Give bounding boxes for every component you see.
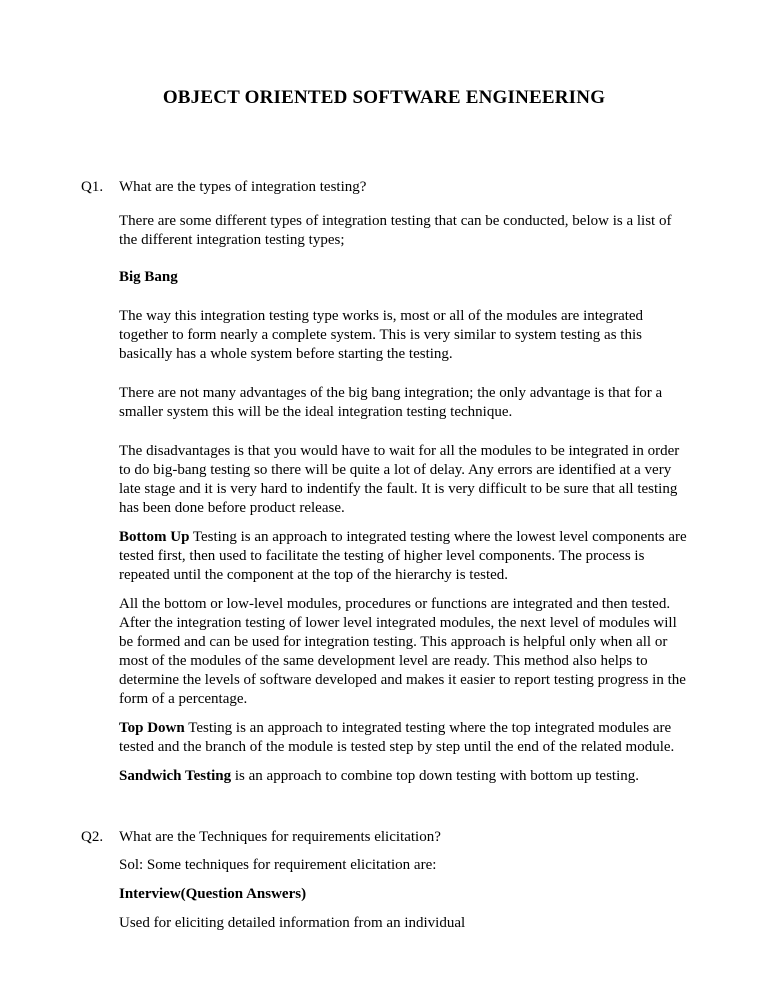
top-down-text: Testing is an approach to integrated testing where the top integrated modules are tested and the branch of the module is tested step by step until the end of the related module.	[119, 720, 675, 755]
question-1	[81, 178, 366, 197]
sandwich-paragraph	[119, 767, 689, 786]
answer-2-sol: Sol: Some techniques for requirement elicitation are:	[119, 857, 437, 873]
top-down-term: Top Down	[119, 720, 185, 736]
question-1-number: Q1.	[81, 179, 104, 195]
big-bang-paragraph-2: There are not many advantages of the big bang integration; the only advantage is that for a smaller system this will be the ideal integration testing technique.	[119, 385, 663, 420]
big-bang-paragraph-3: The disadvantages is that you would have to wait for all the modules to be integrated in order to do big-bang testing so there will be quite a lot of delay. Any errors are identified at a very late stage and it is very hard to indentify the fault. It is very difficult to be sure that all testing has been done before product release.	[119, 443, 680, 516]
big-bang-paragraph-1: The way this integration testing type works is, most or all of the modules are integrated together to form nearly a complete system. This is very similar to system testing as this basically has a whole system before starting the testing.	[119, 308, 644, 362]
question-2-text: What are the Techniques for requirements elicitation?	[119, 829, 441, 845]
interview-text: Used for eliciting detailed information from an individual	[119, 915, 466, 931]
sandwich-term: Sandwich Testing	[119, 768, 232, 784]
page-title: OBJECT ORIENTED SOFTWARE ENGINEERING	[162, 87, 606, 108]
big-bang-heading: Big Bang	[119, 269, 178, 285]
interview-heading: Interview(Question Answers)	[119, 886, 307, 902]
sandwich-text: is an approach to combine top down testing with bottom up testing.	[231, 768, 640, 784]
bottom-up-text: Testing is an approach to integrated testing where the lowest level components are tested first, then used to facilitate the testing of higher level components. The process is repeated until the component at the top of the hierarchy is tested.	[119, 529, 687, 583]
question-2	[81, 828, 441, 847]
top-down-paragraph	[119, 719, 689, 757]
bottom-up-term: Bottom Up	[119, 529, 190, 545]
answer-2	[119, 856, 689, 933]
answer-1-intro: There are some different types of integration testing that can be conducted, below is a list of the different integration testing types;	[119, 213, 672, 248]
answer-1	[119, 212, 689, 786]
question-2-number: Q2.	[81, 829, 104, 845]
bottom-up-paragraph	[119, 528, 689, 585]
bottom-up-paragraph-2: All the bottom or low-level modules, procedures or functions are integrated and then tested. After the integration testing of lower level integrated modules, the next level of modules will be formed and can be used for integration testing. This approach is helpful only when all or most of the modules of the same development level are ready. This method also helps to determine the levels of software developed and makes it easier to report testing progress in the form of a percentage.	[119, 596, 686, 707]
question-1-text: What are the types of integration testing?	[119, 179, 367, 195]
